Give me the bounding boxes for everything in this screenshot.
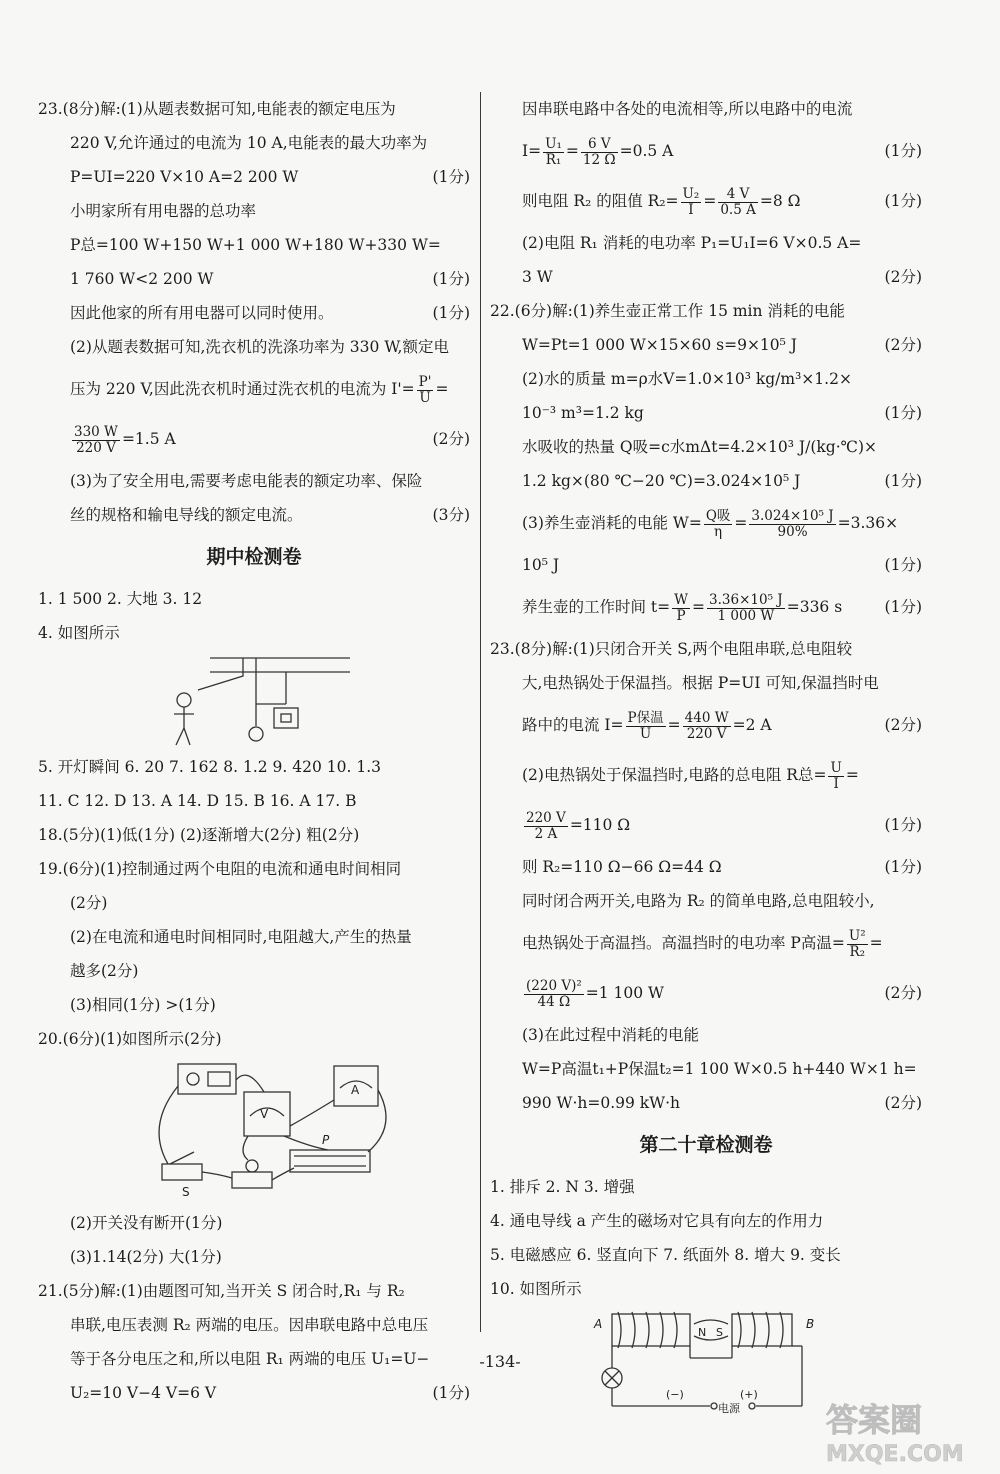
q23-line-9 [38, 364, 470, 414]
fraction [672, 593, 690, 624]
answer-20: 20.(6分)(1)如图所示(2分) [38, 1030, 222, 1048]
r-line-22-text: 电热锅处于高温挡。高温挡时的电功率 P高温= [522, 934, 845, 952]
watermark-logo [808, 1395, 998, 1470]
answer-19-e: (3)相同(1分) >(1分) [70, 996, 216, 1014]
answer-21-d-text: U₂=10 V−4 V=6 V [70, 1384, 217, 1402]
label-n: N [698, 1326, 707, 1339]
equals: = [869, 934, 883, 952]
q23-line-12-text: 丝的规格和输电导线的额定电流。 [70, 506, 303, 524]
equals: = [435, 380, 449, 398]
result: =1.5 A [121, 430, 176, 448]
switch-label: S [182, 1185, 190, 1199]
score: (1分) [884, 816, 922, 834]
fraction [847, 929, 868, 960]
r-line-22 [490, 918, 922, 968]
r-line-20-text: 则 R₂=110 Ω−66 Ω=44 Ω [522, 858, 722, 876]
label-a: A [594, 1317, 603, 1331]
denominator: 2 A [534, 825, 558, 842]
numerator: 6 V [581, 137, 618, 153]
denominator: U [639, 725, 652, 742]
score: (2分) [432, 430, 470, 448]
r-line-9-text: 10⁻³ m³=1.2 kg [522, 404, 644, 422]
numerator: U₁ [545, 135, 562, 152]
numerator: 3.024×10⁵ J [751, 507, 834, 524]
label-power-source: 电源 [718, 1402, 740, 1415]
answer-19-b: (2分) [70, 894, 108, 912]
label-minus: (−) [666, 1388, 684, 1401]
result: =336 s [786, 598, 843, 616]
numerator: 3.36×10⁵ J [709, 591, 783, 608]
denominator: η [714, 523, 723, 540]
q23-line-12 [38, 498, 470, 532]
svg-text:MXQE.COM: MXQE.COM [826, 1442, 964, 1467]
answer-21-a: 21.(5分)解:(1)由题图可知,当开关 S 闭合时,R₁ 与 R₂ [38, 1282, 405, 1300]
r-line-23 [490, 968, 922, 1018]
numerator: 330 W [74, 423, 118, 440]
q23-line-4: 小明家所有用电器的总功率 [70, 202, 257, 220]
denominator: 220 V [76, 439, 116, 456]
answer-18: 18.(5分)(1)低(1分) (2)逐渐增大(2分) 粗(2分) [38, 826, 360, 844]
r-line-18 [490, 750, 922, 800]
q23-line-3 [38, 160, 470, 194]
q23-line-9-text: 压为 220 V,因此洗衣机时通过洗衣机的电流为 I'= [70, 380, 415, 398]
answer-21-c: 等于各分电压之和,所以电阻 R₁ 两端的电压 U₁=U− [70, 1350, 430, 1368]
fraction [524, 979, 584, 1010]
score: (1分) [432, 304, 470, 322]
left-column [38, 92, 470, 1410]
score: (1分) [884, 142, 922, 160]
fraction [543, 137, 564, 168]
r-line-3-text: 则电阻 R₂ 的阻值 R₂= [522, 192, 679, 210]
q23-line-8: (2)从题表数据可知,洗衣机的洗涤功率为 330 W,额定电 [70, 338, 449, 356]
denominator: 90% [777, 523, 808, 540]
numerator: U² [848, 927, 866, 944]
equals: = [703, 192, 717, 210]
numerator: U₂ [682, 185, 700, 202]
result: =8 Ω [759, 192, 801, 210]
r-line-17 [490, 700, 922, 750]
score: (2分) [884, 1094, 922, 1112]
r-line-13-text: 10⁵ J [522, 556, 560, 574]
q23-line-11: (3)为了安全用电,需要考虑电能表的额定功率、保险 [70, 472, 423, 490]
fraction [626, 711, 666, 742]
denominator: U [419, 389, 431, 406]
fraction [72, 425, 120, 456]
answer-21-d [38, 1376, 470, 1410]
q23-line-6-text: 1 760 W<2 200 W [70, 270, 214, 288]
denominator: R₁ [545, 151, 562, 168]
numerator: U [830, 759, 842, 776]
r-line-24: (3)在此过程中消耗的电能 [522, 1026, 699, 1044]
denominator: R₂ [849, 943, 866, 960]
result: =3.36× [837, 514, 899, 532]
score: (1分) [432, 168, 470, 186]
r-line-21: 同时闭合两开关,电路为 R₂ 的简单电路,总电阻较小, [522, 892, 875, 910]
fraction [681, 187, 702, 218]
answers-5-10: 5. 开灯瞬间 6. 20 7. 162 8. 1.2 9. 420 10. 1.3 [38, 758, 381, 776]
denominator: 220 V [686, 725, 727, 742]
answer-20-b: (2)开关没有断开(1分) [70, 1214, 223, 1232]
label-s: S [716, 1326, 723, 1339]
numerator: (220 V)² [526, 977, 582, 994]
equals: = [734, 514, 748, 532]
numerator: 4 V [718, 187, 758, 203]
fraction [707, 593, 785, 624]
column-divider [480, 92, 481, 1332]
r-line-13 [490, 548, 922, 582]
chapter-answer-10: 10. 如图所示 [490, 1280, 582, 1298]
r-line-12 [490, 498, 922, 548]
r-line-18-text: (2)电热锅处于保温挡时,电路的总电阻 R总= [522, 766, 827, 784]
r-line-14 [490, 582, 922, 632]
svg-text:答案圈: 答案圈 [826, 1401, 923, 1439]
answers-1-3: 1. 1 500 2. 大地 3. 12 [38, 590, 203, 608]
r-line-10: 水吸收的热量 Q吸=c水mΔt=4.2×10³ J/(kg·℃)× [522, 438, 878, 456]
result: =110 Ω [569, 816, 631, 834]
r-line-8: (2)水的质量 m=ρ水V=1.0×10³ kg/m³×1.2× [522, 370, 852, 388]
denominator: 0.5 A [720, 201, 756, 218]
score: (1分) [432, 1384, 470, 1402]
page-number: -134- [479, 1352, 521, 1371]
score: (2分) [884, 716, 922, 734]
result: =2 A [732, 716, 772, 734]
denominator: P [676, 607, 686, 624]
denominator: 1 000 W [717, 607, 775, 624]
r-line-9 [490, 396, 922, 430]
score: (1分) [432, 270, 470, 288]
q23-line-2: 220 V,允许通过的电流为 10 A,电能表的最大功率为 [70, 134, 428, 152]
score: (1分) [884, 404, 922, 422]
fraction [581, 137, 618, 168]
experiment-circuit-diagram [38, 1056, 470, 1206]
r-line-20 [490, 850, 922, 884]
q23-line-7 [38, 296, 470, 330]
answer-19-a: 19.(6分)(1)控制通过两个电阻的电流和通电时间相同 [38, 860, 402, 878]
fraction [704, 509, 733, 540]
r-line-3 [490, 176, 922, 226]
fraction [749, 509, 835, 540]
result: =0.5 A [619, 142, 674, 160]
denominator: I [833, 775, 839, 792]
voltmeter-label: V [260, 1107, 269, 1121]
r-line-25: W=P高温t₁+P保温t₂=1 100 W×0.5 h+440 W×1 h= [522, 1060, 917, 1078]
house-wiring-diagram [38, 650, 470, 750]
r-line-1: 因串联电路中各处的电流相等,所以电路中的电流 [522, 100, 853, 118]
score: (1分) [884, 192, 922, 210]
answer-20-c: (3)1.14(2分) 大(1分) [70, 1248, 222, 1266]
score: (3分) [432, 506, 470, 524]
r-line-7-text: W=Pt=1 000 W×15×60 s=9×10⁵ J [522, 336, 798, 354]
answer-21-b: 串联,电压表测 R₂ 两端的电压。因串联电路中总电压 [70, 1316, 429, 1334]
fraction [524, 811, 568, 842]
r-line-15: 23.(8分)解:(1)只闭合开关 S,两个电阻串联,总电阻较 [490, 640, 853, 658]
chapter-answers-1-3: 1. 排斥 2. N 3. 增强 [490, 1178, 635, 1196]
q23-line-10 [38, 414, 470, 464]
numerator: 220 V [526, 809, 566, 826]
section-heading-midterm: 期中检测卷 [206, 546, 302, 568]
equals: = [692, 598, 706, 616]
slider-label: P [322, 1133, 330, 1147]
r-line-5 [490, 260, 922, 294]
q23-line-3-text: P=UI=220 V×10 A=2 200 W [70, 168, 299, 186]
numerator: 440 W [684, 709, 729, 726]
figure-20-circuit [38, 1056, 470, 1206]
score: (1分) [884, 858, 922, 876]
equals: = [667, 716, 681, 734]
r-line-14-text: 养生壶的工作时间 t= [522, 598, 671, 616]
r-line-7 [490, 328, 922, 362]
fraction [417, 375, 434, 406]
r-line-19 [490, 800, 922, 850]
r-line-11 [490, 464, 922, 498]
answers-11-17: 11. C 12. D 13. A 14. D 15. B 16. A 17. B [38, 792, 357, 810]
r-line-5-text: 3 W [522, 268, 553, 286]
score: (2分) [884, 984, 922, 1002]
watermark-graphic [808, 1395, 998, 1470]
r-line-11-text: 1.2 kg×(80 ℃−20 ℃)=3.024×10⁵ J [522, 472, 801, 490]
numerator: P保温 [627, 709, 664, 726]
q23-line-1: 23.(8分)解:(1)从题表数据可知,电能表的额定电压为 [38, 100, 396, 118]
right-column [490, 92, 922, 1416]
score: (1分) [884, 472, 922, 490]
fraction [828, 761, 843, 792]
result: =1 100 W [585, 984, 664, 1002]
q23-line-5: P总=100 W+150 W+1 000 W+180 W+330 W= [70, 236, 441, 254]
r-line-26 [490, 1086, 922, 1120]
denominator: I [688, 201, 694, 218]
equals: = [565, 142, 579, 160]
r-line-6: 22.(6分)解:(1)养生壶正常工作 15 min 消耗的电能 [490, 302, 845, 320]
r-line-4: (2)电阻 R₁ 消耗的电功率 P₁=U₁I=6 V×0.5 A= [522, 234, 862, 252]
r-line-2-text: I= [522, 142, 542, 160]
score: (2分) [884, 268, 922, 286]
ammeter-label: A [351, 1083, 360, 1097]
r-line-16: 大,电热锅处于保温挡。根据 P=UI 可知,保温挡时电 [522, 674, 879, 692]
section-heading-chapter-20: 第二十章检测卷 [639, 1134, 773, 1156]
chapter-answers-5-9: 5. 电磁感应 6. 竖直向下 7. 纸面外 8. 增大 9. 变长 [490, 1246, 841, 1264]
numerator: W [674, 591, 689, 608]
answer-19-d: 越多(2分) [70, 962, 139, 980]
chapter-answer-4: 4. 通电导线 a 产生的磁场对它具有向左的作用力 [490, 1212, 824, 1230]
score: (1分) [884, 598, 922, 616]
r-line-17-text: 路中的电流 I= [522, 716, 624, 734]
fraction [683, 711, 731, 742]
score: (1分) [884, 556, 922, 574]
q23-line-6 [38, 262, 470, 296]
answer-19-c: (2)在电流和通电时间相同时,电阻越大,产生的热量 [70, 928, 412, 946]
label-b: B [806, 1317, 815, 1331]
r-line-12-text: (3)养生壶消耗的电能 W= [522, 514, 702, 532]
numerator: Q吸 [705, 507, 731, 524]
r-line-2 [490, 126, 922, 176]
q23-line-7-text: 因此他家的所有用电器可以同时使用。 [70, 304, 334, 322]
figure-4-house-wiring [38, 650, 470, 750]
score: (2分) [884, 336, 922, 354]
fraction [718, 187, 758, 218]
numerator: P' [418, 373, 432, 390]
denominator: 12 Ω [582, 151, 616, 168]
label-plus: (+) [740, 1388, 758, 1401]
r-line-26-text: 990 W·h=0.99 kW·h [522, 1094, 681, 1112]
denominator: 44 Ω [537, 993, 571, 1010]
equals: = [845, 766, 859, 784]
answer-4: 4. 如图所示 [38, 624, 120, 642]
